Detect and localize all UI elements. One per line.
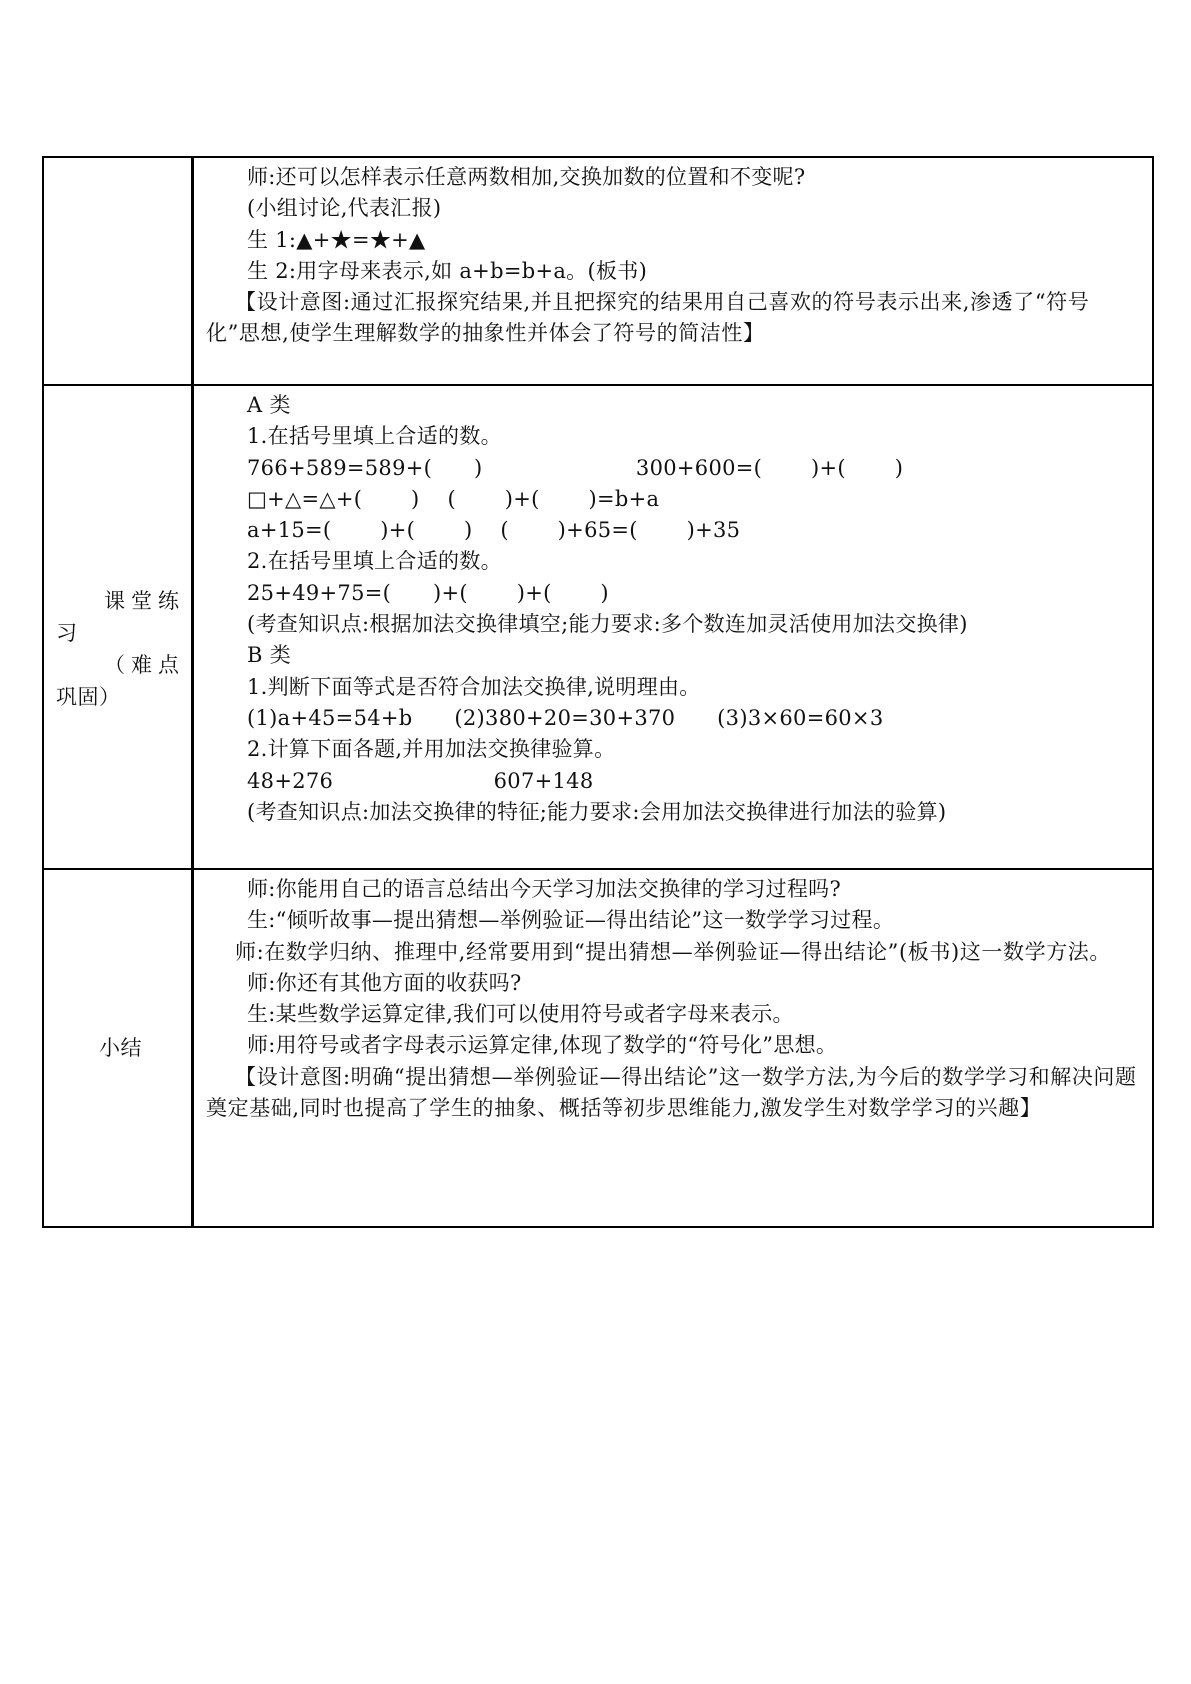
content-line: 1.在括号里填上合适的数。 (247, 424, 502, 449)
row-label-line: 习 (56, 621, 78, 645)
content-line: 师:你还有其他方面的收获吗? (247, 970, 522, 995)
content-line: A 类 (247, 393, 291, 417)
row-label-line: 小结 (99, 1036, 142, 1060)
row-label-line: 巩固） (56, 685, 121, 709)
content-line: 生:某些数学运算定律,我们可以使用符号或者字母来表示。 (247, 1002, 794, 1027)
row-content-discussion (193, 157, 1154, 385)
content-line: B 类 (247, 643, 292, 668)
row-label-empty (43, 157, 193, 385)
row-label-wrapper (44, 870, 191, 1226)
content-line: 2.计算下面各题,并用加法交换律验算。 (247, 737, 616, 762)
content-line: 师:你能用自己的语言总结出今天学习加法交换律的学习过程吗? (247, 877, 842, 901)
content-paragraph: 师:在数学归纳、推理中,经常要用到“提出猜想—举例验证—得出结论”(板书)这一数学方法。 (235, 939, 1112, 964)
lesson-plan-table (42, 156, 1154, 1228)
content-line: (1)a+45=54+b (2)380+20=30+370 (3)3×60=60×3 (247, 705, 884, 730)
content-line: 师:还可以怎样表示任意两数相加,交换加数的位置和不变呢? (247, 165, 806, 189)
row-label-line: （难点 (104, 653, 185, 677)
content-line: 48+276 607+148 (247, 768, 594, 793)
row-content-summary (193, 869, 1154, 1227)
table-row (43, 869, 1153, 1227)
content-line: (小组讨论,代表汇报) (247, 196, 442, 221)
row-label-practice (43, 385, 193, 869)
content-line: □+△=△+( ) ( )+( )=b+a (247, 486, 660, 511)
content-line: (考查知识点:加法交换律的特征;能力要求:会用加法交换律进行加法的验算) (247, 799, 947, 824)
table-row (43, 385, 1153, 869)
content-line: 生 1:▲+★=★+▲ (247, 227, 426, 252)
content-line: 25+49+75=( )+( )+( ) (247, 580, 609, 605)
design-intent-paragraph: 【设计意图:明确“提出猜想—举例验证—得出结论”这一数学方法,为今后的数学学习和解决问题奠定基础,同时也提高了学生的抽象、概括等初步思维能力,激发学生对数学学习的兴趣】 (206, 1064, 1137, 1121)
content-line: 师:用符号或者字母表示运算定律,体现了数学的“符号化”思想。 (247, 1033, 838, 1058)
row-label-summary (43, 869, 193, 1227)
content-line: (考查知识点:根据加法交换律填空;能力要求:多个数连加灵活使用加法交换律) (247, 612, 968, 637)
row-label-text-block (44, 408, 191, 890)
content-line: 766+589=589+( ) 300+600=( )+( ) (247, 455, 904, 480)
content-line: 2.在括号里填上合适的数。 (247, 549, 502, 574)
content-line: a+15=( )+( ) ( )+65=( )+35 (247, 518, 741, 543)
content-line: 1.判断下面等式是否符合加法交换律,说明理由。 (247, 674, 701, 699)
content-line: 生 2:用字母来表示,如 a+b=b+a。(板书) (247, 258, 648, 283)
table-row (43, 157, 1153, 385)
design-intent-paragraph: 【设计意图:通过汇报探究结果,并且把探究的结果用自己喜欢的符号表示出来,渗透了“符号化”思想,使学生理解数学的抽象性并体会了符号的简洁性】 (206, 290, 1090, 346)
row-label-line: 课堂练 (104, 589, 185, 613)
row-content-exercises (193, 385, 1154, 869)
content-line: 生:“倾听故事—提出猜想—举例验证—得出结论”这一数学学习过程。 (247, 908, 895, 933)
